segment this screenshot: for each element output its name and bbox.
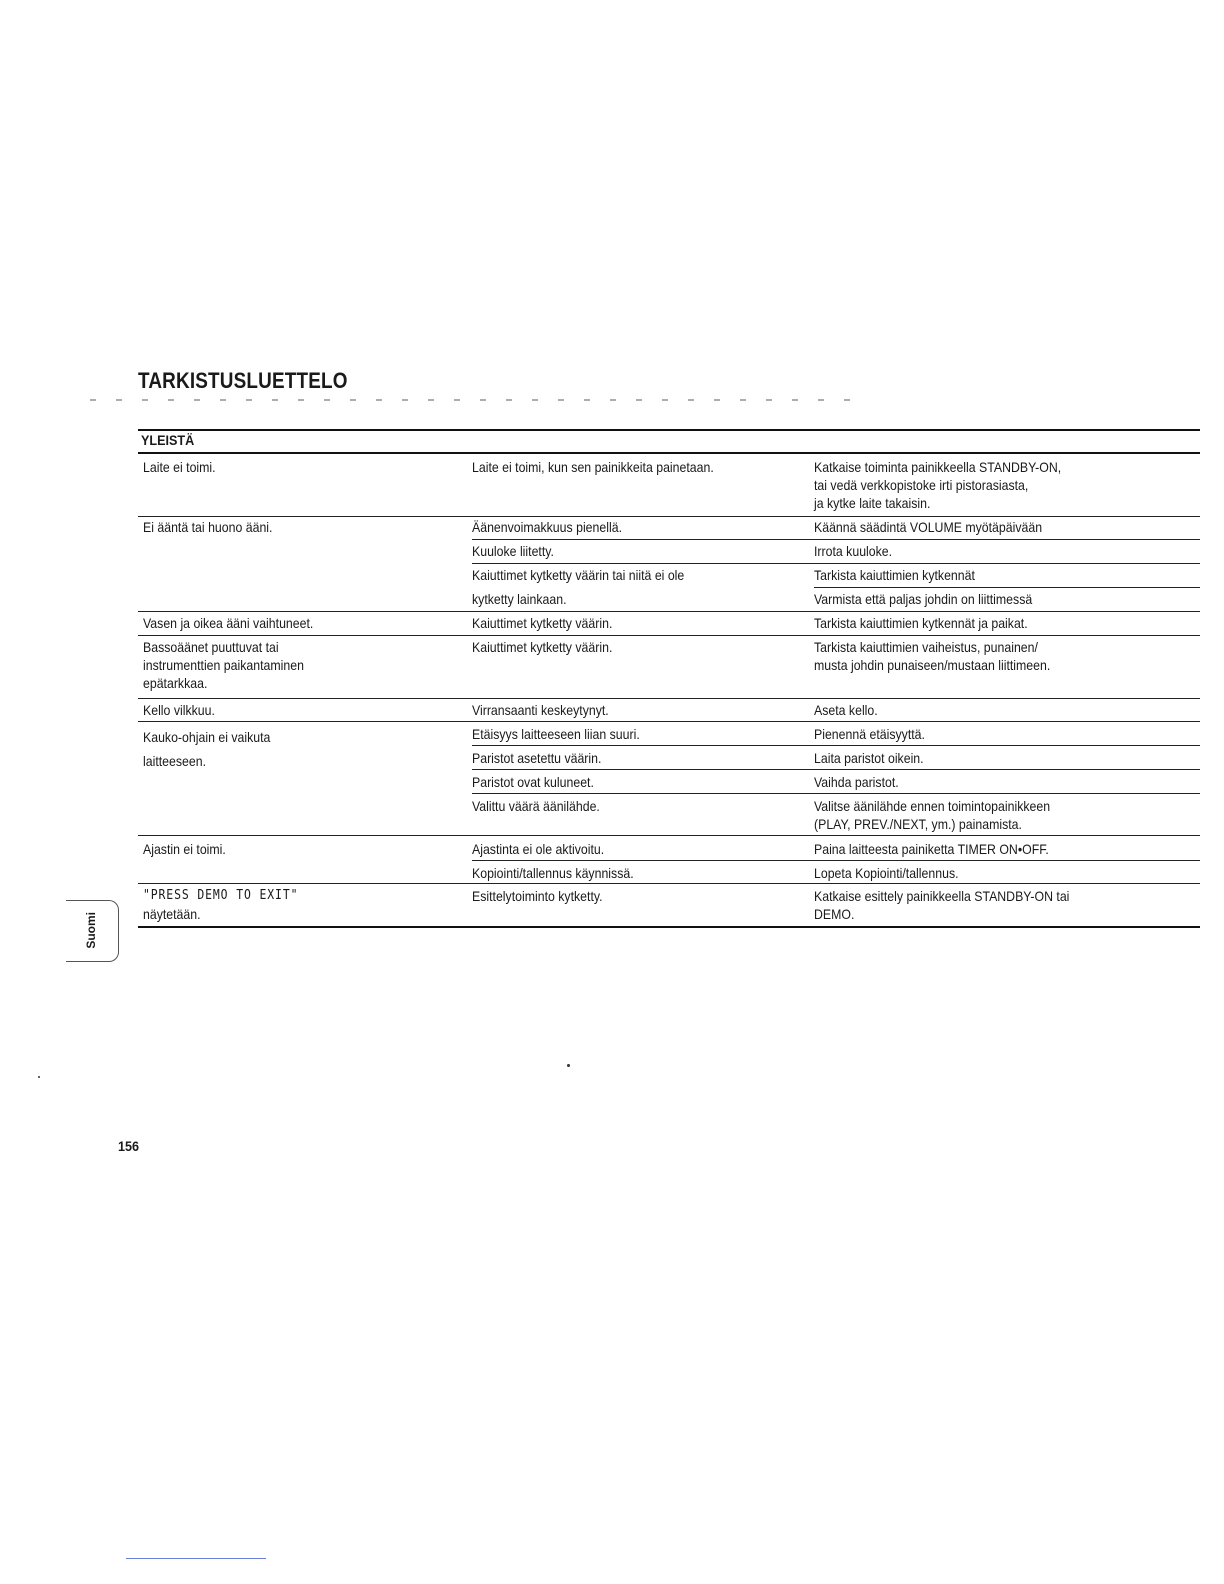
footer-line [126,1558,266,1559]
entry-divider [472,769,1200,770]
fix-cell: Irrota kuuloke. [814,543,893,559]
fix-cell: Käännä säädintä VOLUME myötäpäivään [814,519,1043,535]
row-divider [138,516,1200,517]
cause-cell: Kaiuttimet kytketty väärin tai niitä ei ole [472,567,685,583]
entry-divider [472,539,1200,540]
problem-cell: Kello vilkkuu. [143,702,215,718]
row-divider [138,721,1200,722]
section-rule-bottom [138,452,1200,454]
problem-cell: Vasen ja oikea ääni vaihtuneet. [143,615,314,631]
display-message: "PRESS DEMO TO EXIT" [143,888,299,903]
fix-cell: Varmista että paljas johdin on liittimessä [814,591,1033,607]
problem-cell: Laite ei toimi. [143,459,216,475]
cause-cell: Ajastinta ei ole aktivoitu. [472,841,605,857]
problem-cell: näytetään. [143,906,201,922]
title-dotted-rule [90,399,870,401]
cause-cell: Kopiointi/tallennus käynnissä. [472,865,634,881]
row-divider [138,835,1200,836]
cause-cell: Paristot ovat kuluneet. [472,774,594,790]
cause-cell: Kaiuttimet kytketty väärin. [472,639,613,655]
cause-cell: Virransaanti keskeytynyt. [472,702,609,718]
fix-cell: Pienennä etäisyyttä. [814,726,925,742]
cause-cell: Kaiuttimet kytketty väärin. [472,615,613,631]
section-title: YLEISTÄ [141,432,195,448]
fix-cell: Laita paristot oikein. [814,750,924,766]
entry-divider [472,860,1200,861]
problem-cell: Ajastin ei toimi. [143,841,226,857]
problem-cell: Kauko-ohjain ei vaikuta laitteeseen. [143,729,271,769]
cause-cell: Etäisyys laitteeseen liian suuri. [472,726,640,742]
fix-cell: Katkaise esittely painikkeella STANDBY-ON tai DEMO. [814,888,1070,922]
entry-divider [472,563,1200,564]
page-title: TARKISTUSLUETTELO [138,368,348,393]
problem-cell: Bassoäänet puuttuvat tai instrumenttien paikantaminen epätarkkaa. [143,639,304,691]
page-number: 156 [118,1138,140,1154]
entry-divider [472,745,1200,746]
scan-speck [567,1064,570,1067]
language-side-tab-label: Suomi [84,912,98,949]
fix-cell: Lopeta Kopiointi/tallennus. [814,865,959,881]
row-divider [138,611,1200,612]
row-divider [138,635,1200,636]
section-rule-top [138,429,1200,431]
fix-cell: Paina laitteesta painiketta TIMER ON•OFF. [814,841,1049,857]
fix-cell: Vaihda paristot. [814,774,899,790]
cause-cell: Valittu väärä äänilähde. [472,798,600,814]
cause-cell: Esittelytoiminto kytketty. [472,888,603,904]
cause-cell: Äänenvoimakkuus pienellä. [472,519,622,535]
fix-cell: Aseta kello. [814,702,878,718]
problem-cell: Ei ääntä tai huono ääni. [143,519,273,535]
entry-divider [472,793,1200,794]
row-divider [138,883,1200,884]
cause-cell: Laite ei toimi, kun sen painikkeita painetaan. [472,459,714,475]
fix-cell: Tarkista kaiuttimien vaiheistus, punainen/ musta johdin punaiseen/mustaan liittimeen. [814,639,1051,673]
scan-speck [38,1076,40,1078]
fix-cell: Valitse äänilähde ennen toimintopainikkeen (PLAY, PREV./NEXT, ym.) painamista. [814,798,1051,832]
entry-divider [814,587,1200,588]
cause-cell: Kuuloke liitetty. [472,543,554,559]
fix-cell: Katkaise toiminta painikkeella STANDBY-ON, tai vedä verkkopistoke irti pistorasiasta, ja kytke laite takaisin. [814,459,1062,511]
fix-cell: Tarkista kaiuttimien kytkennät [814,567,975,583]
cause-cell: Paristot asetettu väärin. [472,750,602,766]
table-bottom-rule [138,926,1200,928]
cause-cell: kytketty lainkaan. [472,591,567,607]
fix-cell: Tarkista kaiuttimien kytkennät ja paikat. [814,615,1028,631]
row-divider [138,698,1200,699]
